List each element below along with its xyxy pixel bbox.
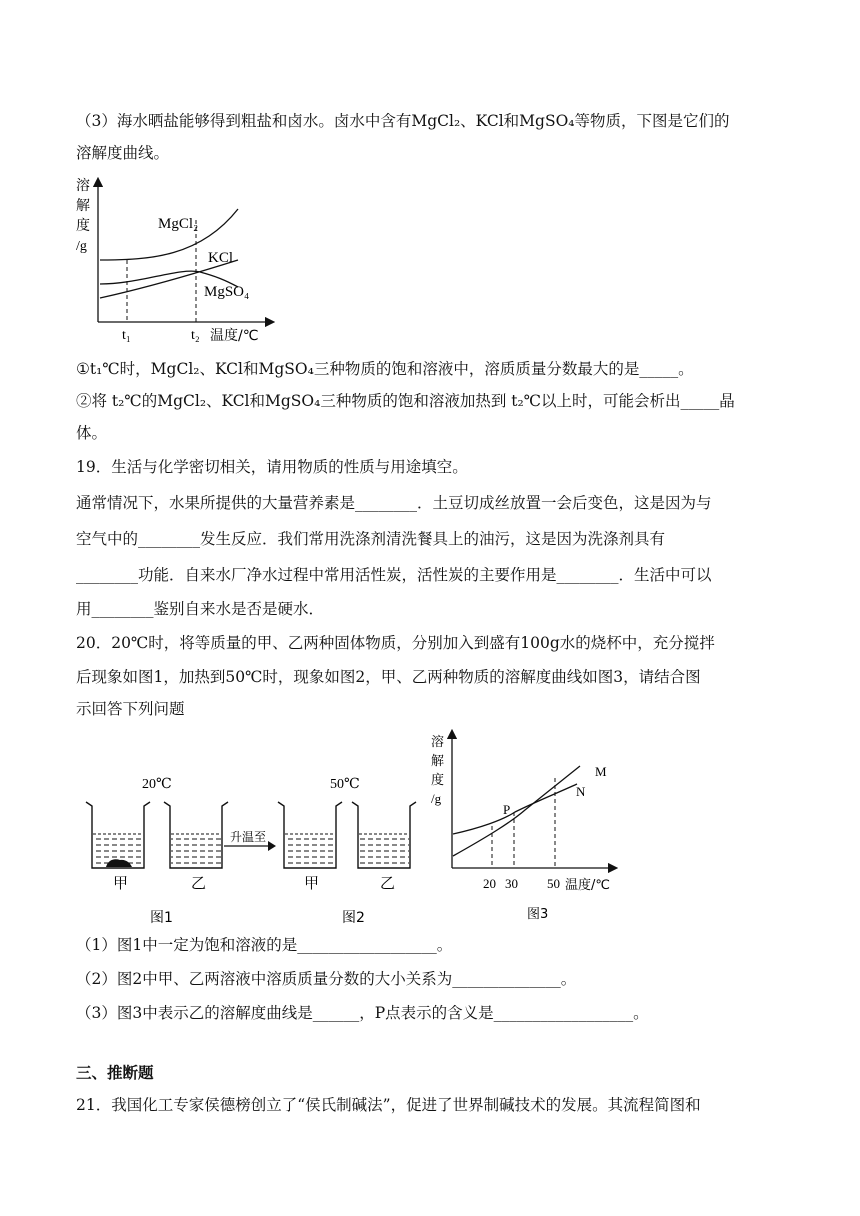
q20-sub2: （2）图2中甲、乙两溶液中溶质质量分数的大小关系为______________。 <box>76 970 577 988</box>
curve-n <box>453 784 577 834</box>
label-mgcl2: MgCl₂ <box>158 216 199 232</box>
q19-line1: 19．生活与化学密切相关，请用物质的性质与用途填空。 <box>76 458 468 476</box>
q19-line5: 用________鉴别自来水是否是硬水． <box>76 600 325 618</box>
tick-t2: t₂ <box>191 328 200 343</box>
q19-line3: 空气中的________发生反应．我们常用洗涤剂清洗餐具上的油污，这是因为洗涤剂具有 <box>76 530 666 548</box>
label-mgso4: MgSO₄ <box>204 284 250 300</box>
beaker-2-yi <box>352 802 416 868</box>
label-jia-2: 甲 <box>304 874 320 892</box>
fig3-caption: 图3 <box>527 907 549 922</box>
solubility-chart-1 <box>70 172 310 352</box>
q18-sub2-line2: 体。 <box>76 424 108 442</box>
q20-line2: 后现象如图1，加热到50℃时，现象如图2，甲、乙两种物质的溶解度曲线如图3，请结合图 <box>76 668 701 686</box>
q18-sub1: ①t₁℃时，MgCl₂、KCl和MgSO₄三种物质的饱和溶液中，溶质质量分数最大的是_____。 <box>76 360 694 378</box>
ylabel-2: 解 <box>76 198 90 214</box>
label-kcl: KCl <box>208 250 234 266</box>
label-jia-1: 甲 <box>113 874 129 892</box>
tick-t1: t₁ <box>122 328 131 343</box>
beaker-2-jia <box>278 802 342 868</box>
ylabel3-3: 度 <box>431 773 445 788</box>
q20-line1: 20．20℃时，将等质量的甲、乙两种固体物质，分别加入到盛有100g水的烧杯中，充分搅拌 <box>76 634 715 652</box>
q18-sub2-line1: ②将 t₂℃的MgCl₂、KCl和MgSO₄三种物质的饱和溶液加热到 t₂℃以上时，可能会析出_____晶 <box>76 392 735 410</box>
ylabel3-4: /g <box>431 791 442 806</box>
ylabel-3: 度 <box>76 218 90 234</box>
label-yi-1: 乙 <box>191 874 207 892</box>
beaker-figure <box>80 770 430 930</box>
fig2-caption: 图2 <box>342 910 365 926</box>
tick-30: 30 <box>505 876 518 891</box>
tick-50: 50 <box>547 876 560 891</box>
q20-sub3: （3）图3中表示乙的溶解度曲线是______，P点表示的含义是__________________。 <box>76 1004 649 1022</box>
ylabel3-2: 解 <box>431 754 445 769</box>
temp-50: 50℃ <box>330 777 360 792</box>
ylabel3-1: 溶 <box>431 735 445 750</box>
q21-line1: 21．我国化工专家侯德榜创立了“侯氏制碱法”，促进了世界制碱技术的发展。其流程简图和 <box>76 1096 701 1114</box>
tick-20: 20 <box>483 876 496 891</box>
solubility-chart-3 <box>425 728 635 928</box>
label-yi-2: 乙 <box>380 874 396 892</box>
xlabel-3: 温度/℃ <box>565 878 610 893</box>
temp-20: 20℃ <box>142 777 172 792</box>
ylabel-4: /g <box>76 239 87 254</box>
beaker-1-yi <box>164 802 228 868</box>
ylabel-1: 溶 <box>76 178 90 194</box>
section3-title: 三、推断题 <box>76 1064 154 1082</box>
q18-intro-line2: 溶解度曲线。 <box>76 144 170 162</box>
beaker-1-jia <box>86 802 150 868</box>
q18-intro-line1: （3）海水晒盐能够得到粗盐和卤水。卤水中含有MgCl₂、KCl和MgSO₄等物质，下图是它们的 <box>76 112 730 130</box>
label-m: M <box>595 764 607 779</box>
xlabel: 温度/℃ <box>210 328 259 344</box>
q20-sub1: （1）图1中一定为饱和溶液的是__________________。 <box>76 936 453 954</box>
q19-line2: 通常情况下，水果所提供的大量营养素是________．土豆切成丝放置一会后变色，这是因为与 <box>76 494 712 512</box>
q20-line3: 示回答下列问题 <box>76 700 185 718</box>
arrow-label: 升温至 <box>230 830 267 844</box>
q19-line4: ________功能．自来水厂净水过程中常用活性炭，活性炭的主要作用是________．生活中可以 <box>76 566 712 584</box>
label-p: P <box>503 802 511 817</box>
fig1-caption: 图1 <box>150 910 173 926</box>
label-n: N <box>576 784 586 799</box>
